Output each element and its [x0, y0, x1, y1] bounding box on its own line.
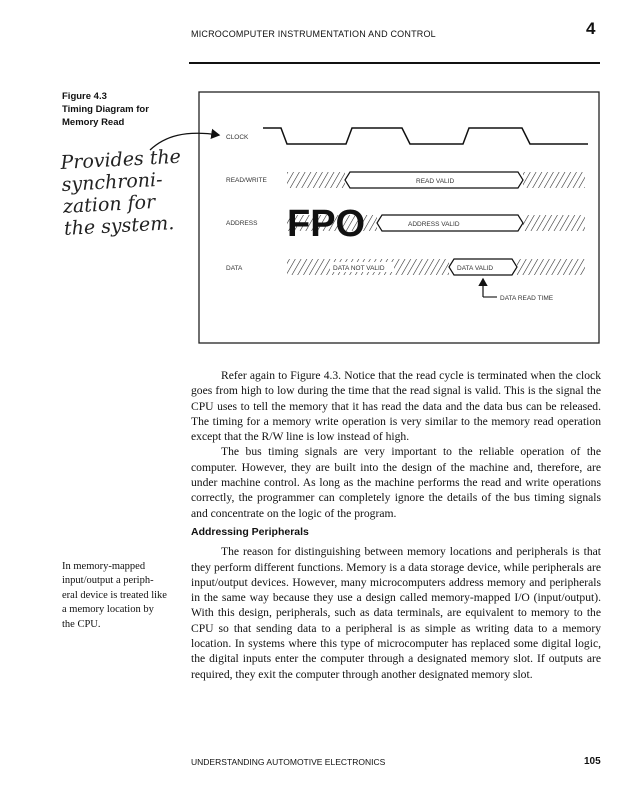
body-text: [191, 368, 601, 682]
handwritten-line: the system.: [63, 212, 175, 240]
read-write-label: READ/WRITE: [226, 177, 267, 184]
handwritten-line: synchroni-: [61, 168, 164, 196]
pointer-arrow: [150, 133, 219, 150]
read-write-invalid-hatch: [287, 172, 345, 188]
figure-caption-line: Timing Diagram for: [62, 104, 149, 115]
running-footer-title: UNDERSTANDING AUTOMOTIVE ELECTRONICS: [191, 757, 386, 767]
figure-caption-line: Figure 4.3: [62, 91, 107, 102]
data-label: DATA: [226, 265, 243, 272]
address-end-hatch: [523, 215, 585, 231]
read-write-end-hatch: [523, 172, 585, 188]
margin-note-line: the CPU.: [62, 618, 101, 630]
data-read-time-label: DATA READ TIME: [500, 295, 554, 302]
figure-caption-line: Memory Read: [62, 117, 125, 128]
body-paragraph: The reason for distinguishing between memory locations and peripherals is that they perform different functions. Memory is a data storage device, while peripherals are input/output devices. However, many microcomputers address memory and peripherals in the same way because they use a design called memory-mapped I/O (input/output). With this design, peripherals, such as data terminals, are equivalent to memory to the CPU so that sending data to a peripheral is as simple as writing data to a memory location. In systems where this type of microcomputer has replaced some digital logic, the digital inputs enter the computer through a designated memory slot. If outputs are required, they exit the computer through another designated memory slot.: [191, 545, 601, 681]
margin-note-line: eral device is treated like: [62, 589, 167, 601]
clock-label: CLOCK: [226, 134, 249, 141]
data-valid-label: DATA VALID: [457, 265, 494, 272]
margin-note-line: a memory location by: [62, 604, 154, 616]
handwritten-line: Provides the: [60, 145, 182, 174]
chapter-number: 4: [586, 19, 596, 38]
address-label: ADDRESS: [226, 220, 258, 227]
margin-note: [62, 560, 180, 632]
handwritten-line: zation for: [62, 191, 156, 218]
address-valid-label: ADDRESS VALID: [408, 221, 460, 228]
data-not-valid-label: DATA NOT VALID: [333, 265, 385, 272]
fpo-placeholder: FPO: [287, 203, 366, 245]
section-heading: Addressing Peripherals: [191, 525, 309, 538]
body-paragraph: Refer again to Figure 4.3. Notice that the read cycle is terminated when the clock goes from high to low during the time that the read signal is valid. This is the signal the CPU uses to tell the memory that it has read the data and the data bus can be released. The timing for a memory write operation is very similar to the memory read operation except that the R/W line is low instead of high.: [191, 369, 601, 444]
running-header-title: MICROCOMPUTER INSTRUMENTATION AND CONTROL: [191, 29, 436, 39]
margin-note-line: input/output a periph-: [62, 575, 154, 587]
margin-note-line: In memory-mapped: [62, 561, 146, 572]
page-number: 105: [584, 756, 601, 767]
clock-waveform: [263, 128, 588, 144]
body-paragraph: The bus timing signals are very important to the reliable operation of the computer. However, they are built into the design of the machine and, therefore, are under machine control. As long as the machine performs the read and write operations correctly, the programmer can completely ignore the details of the bus timing signals and concentrate on the logic of the program.: [191, 445, 601, 520]
read-valid-label: READ VALID: [416, 178, 455, 185]
data-end-hatch: [517, 259, 585, 275]
